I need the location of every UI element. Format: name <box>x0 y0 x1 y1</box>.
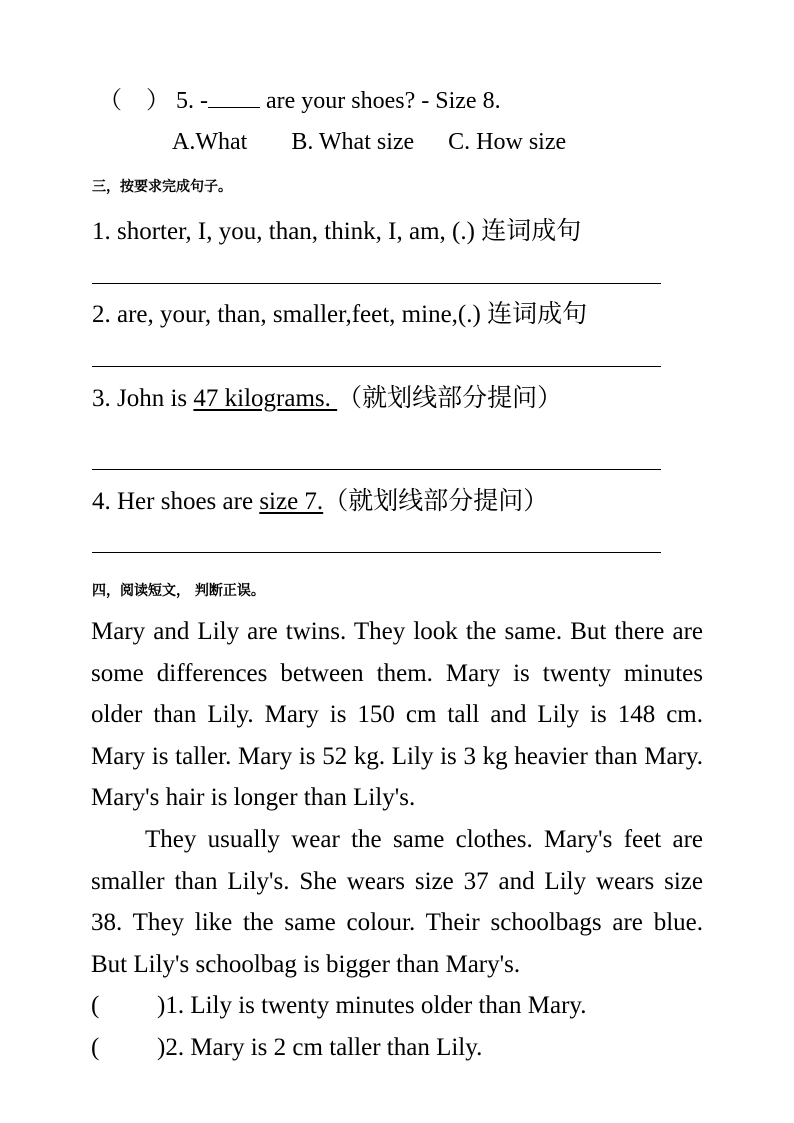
task-3-suffix: （就划线部分提问） <box>337 385 563 412</box>
answer-line-3[interactable] <box>92 469 661 470</box>
task-3-underlined: 47 kilograms. <box>193 385 338 412</box>
answer-bracket[interactable]: ( <box>91 1034 100 1061</box>
sentence-task-3 <box>92 378 562 414</box>
passage-paragraph-1: Mary and Lily are twins. They look the same. But there are some differences between them. Mary is twenty minutes older than Lily. Mary is 150 cm tall and Lily is 148 cm. Mary is taller. Mary is 52 kg. Lily is 3 kg heavier than Mary. Mary's hair is longer than Lily's. <box>91 618 703 812</box>
sentence-task-1: 1. shorter, I, you, than, think, I, am, (.) 连词成句 <box>92 218 582 245</box>
statement-text: )2. Mary is 2 cm taller than Lily. <box>157 1034 483 1061</box>
true-false-1 <box>91 992 587 1020</box>
sentence-task-2: 2. are, your, than, smaller,feet, mine,(.) 连词成句 <box>92 301 588 328</box>
fill-blank[interactable] <box>208 87 260 108</box>
answer-line-2[interactable] <box>92 366 661 367</box>
answer-line-1[interactable] <box>92 283 661 284</box>
sentence-task-4 <box>92 481 548 517</box>
question-5 <box>98 80 501 115</box>
task-4-prefix: 4. Her shoes are <box>92 488 260 515</box>
question-5-options <box>172 129 566 156</box>
section-4-heading: 四，阅读短文， 判断正误。 <box>92 583 265 599</box>
passage-paragraph-2: They usually wear the same clothes. Mary's feet are smaller than Lily's. She wears size 37 and Lily wears size 38. They like the same colour. Their schoolbags are blue. But Lily's schoolbag is bigger than Mary's. <box>91 825 703 978</box>
answer-line-4[interactable] <box>92 552 661 553</box>
option-c[interactable]: C. How size <box>448 129 567 155</box>
section-3-heading: 三，按要求完成句子。 <box>92 179 232 195</box>
question-number: 5. - <box>176 88 208 114</box>
option-a[interactable]: A.What <box>172 129 248 155</box>
question-text: are your shoes? - Size 8. <box>260 88 501 114</box>
reading-passage <box>91 611 703 985</box>
answer-bracket[interactable]: （ ） <box>98 88 170 114</box>
task-4-suffix: （就划线部分提问） <box>323 488 549 515</box>
answer-bracket[interactable]: ( <box>91 992 100 1019</box>
task-4-underlined: size 7. <box>259 488 324 515</box>
true-false-2 <box>91 1034 482 1062</box>
task-3-prefix: 3. John is <box>92 385 194 412</box>
option-b[interactable]: B. What size <box>291 129 415 155</box>
statement-text: )1. Lily is twenty minutes older than Mary. <box>157 992 587 1019</box>
